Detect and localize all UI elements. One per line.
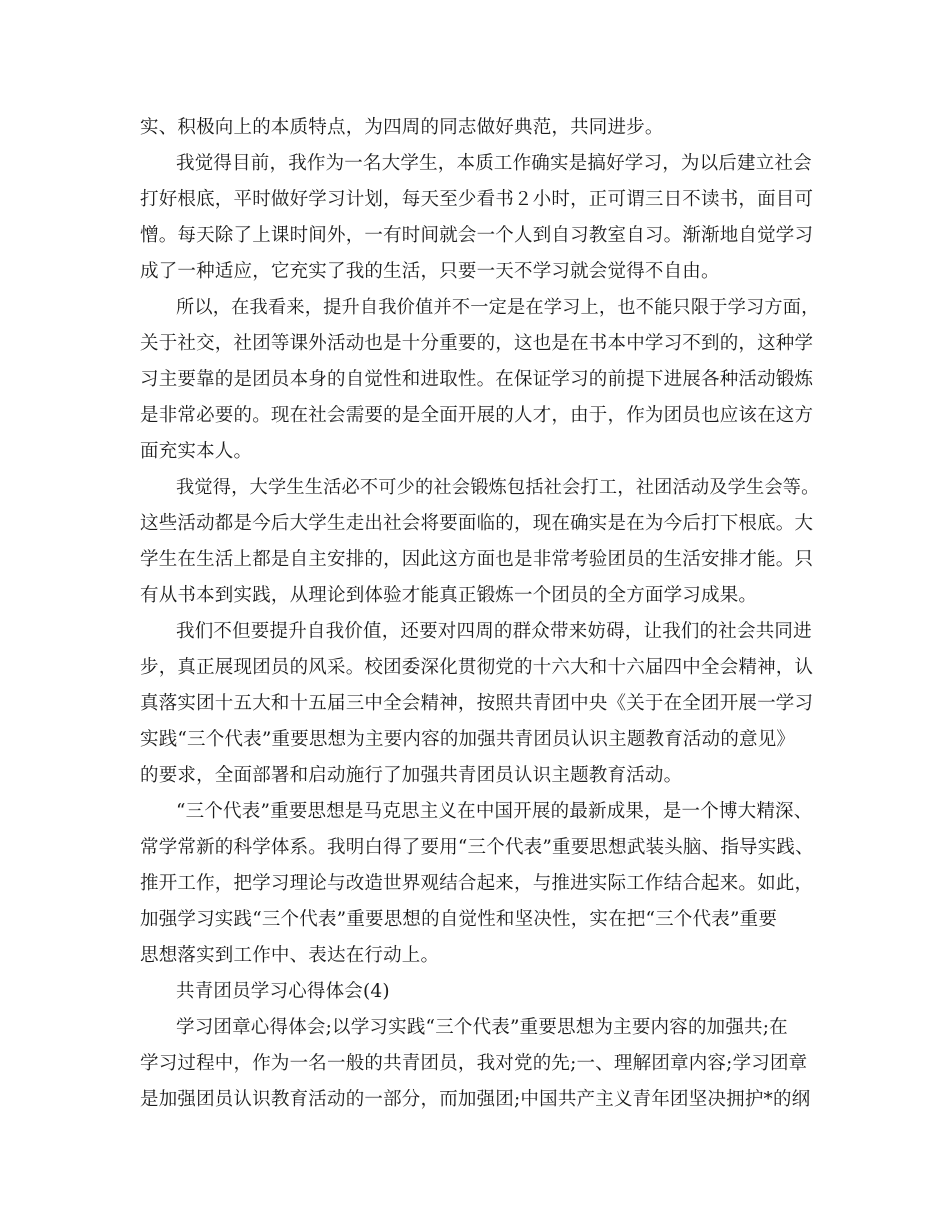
text-line: 关于社交，社团等课外活动也是十分重要的，这也是在书本中学习不到的，这种学 [140,333,814,354]
paragraph-start: 我觉得，大学生生活必不可少的社会锻炼包括社会打工，社团活动及学生会等。 [176,477,820,498]
text-line: 加强学习实践“三个代表”重要思想的自觉性和坚决性，实在把“三个代表”重要 [140,909,778,930]
text-line: 思想落实到工作中、表达在行动上。 [140,945,440,966]
text-line: 习主要靠的是团员本身的自觉性和进取性。在保证学习的前提下进展各种活动锻炼 [140,369,814,390]
text-line: 推开工作，把学习理论与改造世界观结合起来，与推进实际工作结合起来。如此， [140,873,814,894]
text-line: 有从书本到实践，从理论到体验才能真正锻炼一个团员的全方面学习成果。 [140,585,758,606]
text-line: 这些活动都是今后大学生走出社会将要面临的，现在确实是在为今后打下根底。大 [140,513,814,534]
text-line: 常学常新的科学体系。我明白得了要用“三个代表”重要思想武装头脑、指导实践、 [140,837,814,858]
text-line: 面充实本人。 [140,441,253,462]
paragraph-start: 我们不但要提升自我价值，还要对四周的群众带来妨碍，让我们的社会共同进 [176,621,812,642]
text-line: 憎。每天除了上课时间外，一有时间就会一个人到自习教室自习。渐渐地自觉学习 [140,225,814,246]
text-line: 打好根底，平时做好学习计划，每天至少看书２小时，正可谓三日不读书，面目可 [140,189,814,210]
paragraph-start: 我觉得目前，我作为一名大学生，本质工作确实是搞好学习，为以后建立社会 [176,153,812,174]
text-line: 学习过程中，作为一名一般的共青团员，我对党的先;一、理解团章内容;学习团章 [140,1053,808,1074]
paragraph-start: 学习团章心得体会;以学习实践“三个代表”重要思想为主要内容的加强共;在 [176,1017,788,1038]
paragraph-start: “三个代表”重要思想是马克思主义在中国开展的最新成果，是一个博大精深、 [176,801,813,822]
section-heading: 共青团员学习心得体会(4) [176,981,390,1002]
text-line: 的要求，全面部署和启动施行了加强共青团员认识主题教育活动。 [140,765,683,786]
text-line: 是非常必要的。现在社会需要的是全面开展的人才，由于，作为团员也应该在这方 [140,405,814,426]
text-line: 实践“三个代表”重要思想为主要内容的加强共青团员认识主题教育活动的意见》 [140,729,796,750]
text-line: 步，真正展现团员的风采。校团委深化贯彻党的十六大和十六届四中全会精神，认 [140,657,814,678]
text-line: 学生在生活上都是自主安排的，因此这方面也是非常考验团员的生活安排才能。只 [140,549,814,570]
text-line: 真落实团十五大和十五届三中全会精神，按照共青团中央《关于在全团开展一学习 [140,693,814,714]
text-line: 实、积极向上的本质特点，为四周的同志做好典范，共同进步。 [140,117,664,138]
text-line: 是加强团员认识教育活动的一部分，而加强团;中国共产主义青年团坚决拥护*的纲 [140,1089,811,1110]
paragraph-start: 所以，在我看来，提升自我价值并不一定是在学习上，也不能只限于学习方面， [176,297,820,318]
text-line: 成了一种适应，它充实了我的生活，只要一天不学习就会觉得不自由。 [140,261,720,282]
